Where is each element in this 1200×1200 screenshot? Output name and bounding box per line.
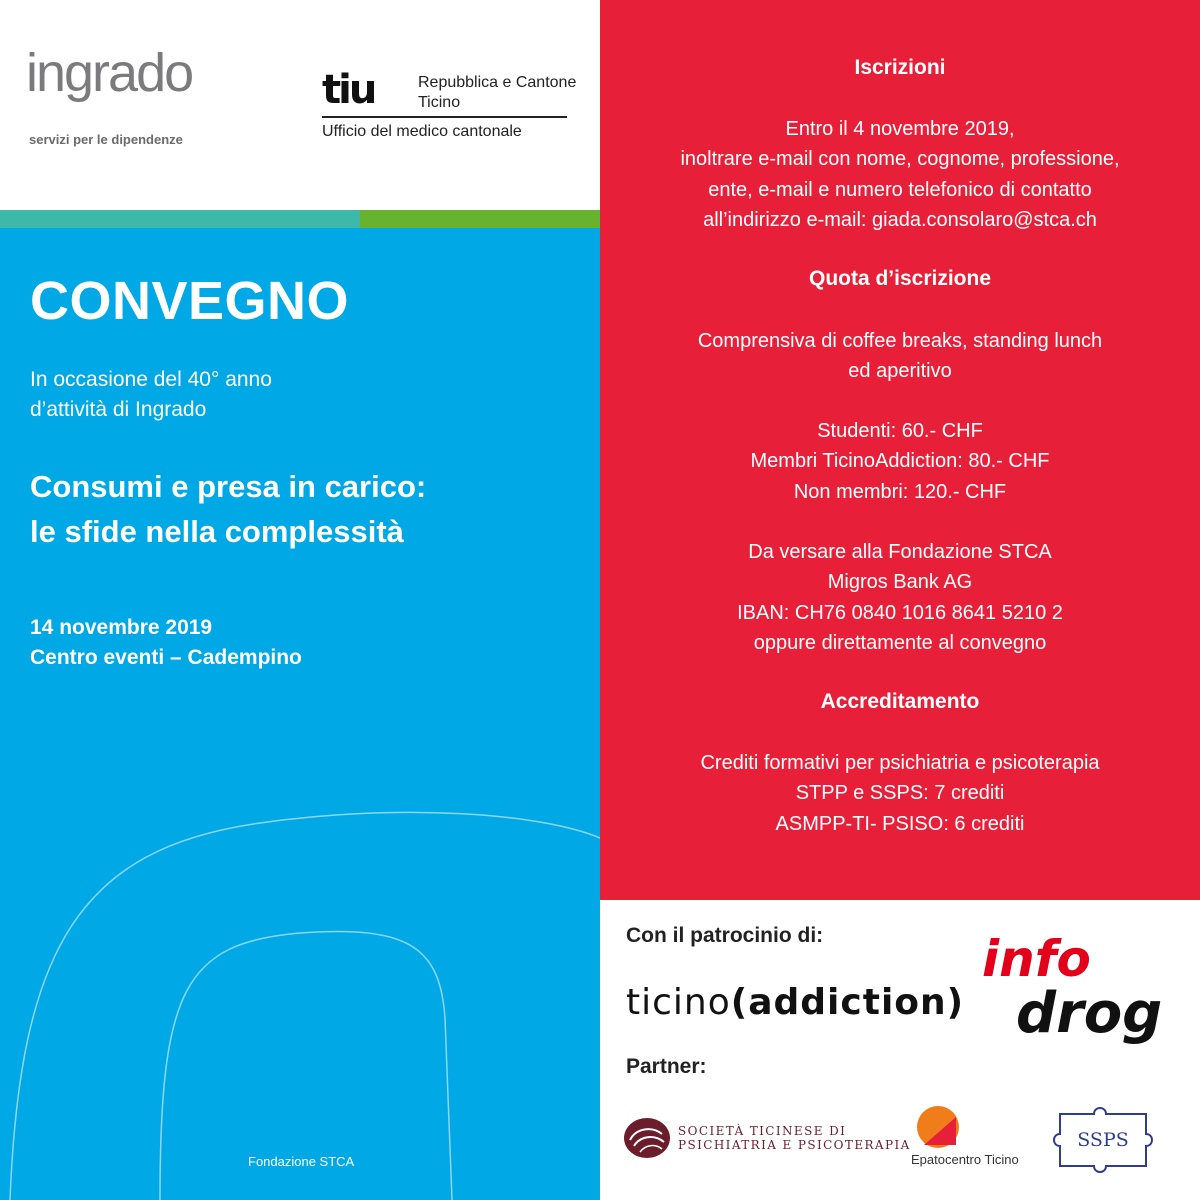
ticino-addiction-word: ticino — [626, 982, 731, 1023]
infodrog-logo-bottom: drog — [1016, 981, 1163, 1046]
payment-info — [600, 537, 1200, 658]
stps-logo-text — [678, 1124, 911, 1152]
ticino-addiction-logo — [626, 982, 964, 1023]
theme-line-2: le sfide nella complessità — [30, 514, 404, 549]
ingrado-logo: ingrado — [26, 43, 193, 103]
occasion-line-1: In occasione del 40° anno — [30, 368, 272, 391]
text-line: ed aperitivo — [848, 360, 952, 383]
infodrog-logo-top: info — [982, 930, 1091, 988]
canton-divider — [322, 116, 567, 118]
sponsors-panel — [600, 900, 1200, 1200]
text-line: oppure direttamente al convegno — [753, 631, 1047, 654]
header-logos — [0, 0, 600, 210]
event-occasion — [30, 365, 272, 425]
ssps-text: SSPS — [1077, 1129, 1129, 1151]
text-line: ASMPP-TI- PSISO: 6 crediti — [775, 812, 1025, 835]
text-line: inoltrare e-mail con nome, cognome, professione, — [680, 148, 1120, 171]
event-date-venue — [30, 613, 302, 673]
patronage-label: Con il patrocinio di: — [626, 924, 824, 947]
event-venue: Centro eventi – Cadempino — [30, 646, 302, 669]
iscrizioni-heading: Iscrizioni — [854, 56, 946, 79]
text-line: Comprensiva di coffee breaks, standing lunch — [697, 330, 1103, 352]
price-line: Non membri: 120.- CHF — [793, 480, 1007, 503]
event-panel — [0, 228, 600, 1200]
green-strip — [360, 210, 600, 228]
text-line: Crediti formativi per psichiatria e psicoterapia — [700, 752, 1100, 774]
text-line: Da versare alla Fondazione STCA — [748, 541, 1052, 563]
ssps-puzzle-logo — [1050, 1100, 1170, 1180]
teal-strip — [0, 210, 360, 228]
price-line: Studenti: 60.- CHF — [817, 420, 983, 442]
price-line: Membri TicinoAddiction: 80.- CHF — [750, 450, 1050, 473]
ticino-addiction-bracket: (addiction) — [730, 982, 965, 1023]
event-title: CONVEGNO — [30, 271, 350, 331]
epatocentro-name: Epatocentro Ticino — [911, 1152, 1019, 1167]
occasion-line-2: d’attività di Ingrado — [30, 398, 207, 421]
partner-label: Partner: — [626, 1055, 707, 1078]
canton-name-line2: Ticino — [418, 94, 461, 111]
stps-line-1: SOCIETÀ TICINESE DI — [678, 1124, 847, 1138]
iscrizioni-text — [600, 114, 1200, 235]
stps-line-2: PSICHIATRIA E PSICOTERAPIA — [678, 1138, 911, 1152]
event-date: 14 novembre 2019 — [30, 616, 213, 639]
iban-line: IBAN: CH76 0840 1016 8641 5210 2 — [737, 601, 1063, 624]
text-line: Migros Bank AG — [827, 571, 973, 594]
info-panel — [600, 0, 1200, 900]
stps-emblem-icon — [622, 1116, 672, 1160]
epatocentro-icon — [916, 1105, 960, 1149]
canton-name-line1: Repubblica e Cantone — [418, 74, 577, 91]
canton-ticino-logo: tiu — [322, 67, 375, 113]
event-theme — [30, 464, 426, 554]
footer-credit: Fondazione STCA — [248, 1154, 355, 1169]
accreditamento-heading: Accreditamento — [820, 690, 980, 713]
canton-office: Ufficio del medico cantonale — [322, 123, 522, 140]
quota-prices — [600, 416, 1200, 507]
quota-heading: Quota d’iscrizione — [808, 267, 992, 290]
email-line: all’indirizzo e-mail: giada.consolaro@stca.ch — [703, 208, 1097, 231]
ingrado-tagline: servizi per le dipendenze — [29, 132, 183, 147]
text-line: ente, e-mail e numero telefonico di contatto — [708, 178, 1092, 201]
text-line: STPP e SSPS: 7 crediti — [795, 782, 1005, 805]
quota-intro — [600, 326, 1200, 387]
accreditamento-text — [600, 748, 1200, 839]
theme-line-1: Consumi e presa in carico: — [30, 469, 427, 504]
text-line: Entro il 4 novembre 2019, — [785, 118, 1015, 140]
